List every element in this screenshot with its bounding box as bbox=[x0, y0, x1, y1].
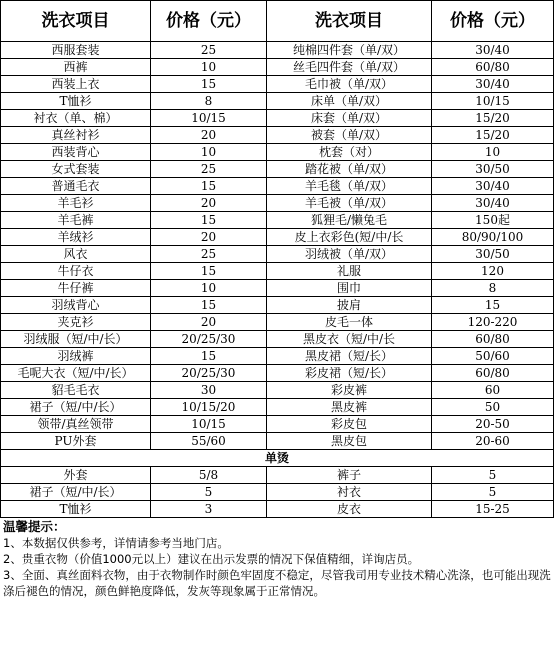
cell-price-right: 30/40 bbox=[432, 178, 554, 195]
header-price-left: 价格（元） bbox=[151, 1, 267, 42]
ironing-row bbox=[1, 484, 554, 501]
cell-price-right: 30/40 bbox=[432, 42, 554, 59]
cell-item-right: 裤子 bbox=[267, 467, 432, 484]
cell-item-right: 黑皮包 bbox=[267, 433, 432, 450]
table-row bbox=[1, 76, 554, 93]
cell-item-right: 彩皮裤 bbox=[267, 382, 432, 399]
cell-item-right: 礼服 bbox=[267, 263, 432, 280]
cell-item-right: 床套（单/双） bbox=[267, 110, 432, 127]
cell-item-right: 枕套（对） bbox=[267, 144, 432, 161]
cell-item-right: 狐狸毛/懒兔毛 bbox=[267, 212, 432, 229]
cell-item-right: 衬衣 bbox=[267, 484, 432, 501]
cell-price-left: 8 bbox=[151, 93, 267, 110]
cell-item-left: 外套 bbox=[1, 467, 151, 484]
cell-price-left: 10 bbox=[151, 59, 267, 76]
cell-item-left: PU外套 bbox=[1, 433, 151, 450]
cell-price-left: 20/25/30 bbox=[151, 365, 267, 382]
section-row bbox=[1, 450, 554, 467]
note-line: 1、本数据仅供参考，详情请参考当地门店。 bbox=[3, 536, 229, 550]
table-row bbox=[1, 416, 554, 433]
header-row bbox=[1, 1, 554, 42]
cell-price-left: 15 bbox=[151, 348, 267, 365]
cell-item-right: 丝毛四件套（单/双） bbox=[267, 59, 432, 76]
cell-price-left: 55/60 bbox=[151, 433, 267, 450]
cell-price-left: 10/15 bbox=[151, 416, 267, 433]
cell-price-left: 10/15/20 bbox=[151, 399, 267, 416]
table-row bbox=[1, 127, 554, 144]
cell-item-right: 羊毛毯（单/双） bbox=[267, 178, 432, 195]
cell-price-right: 20-50 bbox=[432, 416, 554, 433]
cell-item-left: 女式套装 bbox=[1, 161, 151, 178]
cell-item-left: 牛仔裤 bbox=[1, 280, 151, 297]
cell-price-right: 120 bbox=[432, 263, 554, 280]
table-row bbox=[1, 110, 554, 127]
cell-item-left: 羽绒服（短/中/长） bbox=[1, 331, 151, 348]
cell-price-right: 5 bbox=[432, 484, 554, 501]
cell-item-right: 羽绒被（单/双） bbox=[267, 246, 432, 263]
cell-price-left: 15 bbox=[151, 212, 267, 229]
cell-item-right: 床单（单/双） bbox=[267, 93, 432, 110]
cell-item-right: 黑皮衣（短/中/长 bbox=[267, 331, 432, 348]
cell-price-right: 50 bbox=[432, 399, 554, 416]
table-row bbox=[1, 280, 554, 297]
table-row bbox=[1, 93, 554, 110]
cell-item-left: 真丝衬衫 bbox=[1, 127, 151, 144]
cell-item-left: 牛仔衣 bbox=[1, 263, 151, 280]
cell-price-right: 60 bbox=[432, 382, 554, 399]
cell-price-right: 10/15 bbox=[432, 93, 554, 110]
cell-price-left: 20 bbox=[151, 314, 267, 331]
cell-item-left: 裙子（短/中/长） bbox=[1, 484, 151, 501]
cell-price-right: 10 bbox=[432, 144, 554, 161]
cell-item-left: 羽绒背心 bbox=[1, 297, 151, 314]
table-row bbox=[1, 382, 554, 399]
cell-price-left: 5/8 bbox=[151, 467, 267, 484]
cell-item-left: T恤衫 bbox=[1, 501, 151, 518]
cell-item-left: 西装上衣 bbox=[1, 76, 151, 93]
cell-item-right: 披肩 bbox=[267, 297, 432, 314]
cell-price-left: 10 bbox=[151, 144, 267, 161]
cell-price-left: 10 bbox=[151, 280, 267, 297]
cell-price-left: 20 bbox=[151, 195, 267, 212]
table-row bbox=[1, 433, 554, 450]
price-table-body bbox=[1, 1, 554, 518]
table-row bbox=[1, 59, 554, 76]
cell-price-right: 20-60 bbox=[432, 433, 554, 450]
table-row bbox=[1, 246, 554, 263]
cell-item-right: 皮上衣彩色(短/中/长 bbox=[267, 229, 432, 246]
cell-price-left: 10/15 bbox=[151, 110, 267, 127]
table-row bbox=[1, 348, 554, 365]
ironing-row bbox=[1, 467, 554, 484]
cell-item-right: 被套（单/双） bbox=[267, 127, 432, 144]
ironing-row bbox=[1, 501, 554, 518]
cell-price-right: 5 bbox=[432, 467, 554, 484]
table-row bbox=[1, 161, 554, 178]
cell-price-left: 20 bbox=[151, 229, 267, 246]
header-item-left: 洗衣项目 bbox=[1, 1, 151, 42]
cell-price-left: 20/25/30 bbox=[151, 331, 267, 348]
cell-price-left: 30 bbox=[151, 382, 267, 399]
cell-item-left: 普通毛衣 bbox=[1, 178, 151, 195]
table-row bbox=[1, 42, 554, 59]
notes-title: 温馨提示： bbox=[3, 519, 66, 534]
cell-item-left: 羊毛裤 bbox=[1, 212, 151, 229]
cell-item-left: 裙子（短/中/长） bbox=[1, 399, 151, 416]
cell-item-right: 羊毛被（单/双） bbox=[267, 195, 432, 212]
cell-item-left: 羊毛衫 bbox=[1, 195, 151, 212]
cell-price-left: 15 bbox=[151, 263, 267, 280]
table-row bbox=[1, 144, 554, 161]
cell-price-left: 15 bbox=[151, 297, 267, 314]
cell-item-left: 西装背心 bbox=[1, 144, 151, 161]
cell-item-right: 黑皮裤 bbox=[267, 399, 432, 416]
table-row bbox=[1, 399, 554, 416]
cell-item-left: T恤衫 bbox=[1, 93, 151, 110]
cell-price-right: 60/80 bbox=[432, 365, 554, 382]
cell-price-left: 25 bbox=[151, 42, 267, 59]
cell-item-right: 踏花被（单/双） bbox=[267, 161, 432, 178]
cell-item-left: 领带/真丝领带 bbox=[1, 416, 151, 433]
table-row bbox=[1, 178, 554, 195]
header-item-right: 洗衣项目 bbox=[267, 1, 432, 42]
table-row bbox=[1, 195, 554, 212]
cell-price-right: 15-25 bbox=[432, 501, 554, 518]
cell-item-left: 西服套装 bbox=[1, 42, 151, 59]
cell-item-left: 毛呢大衣（短/中/长） bbox=[1, 365, 151, 382]
cell-price-left: 15 bbox=[151, 178, 267, 195]
cell-item-left: 羽绒裤 bbox=[1, 348, 151, 365]
cell-price-right: 60/80 bbox=[432, 331, 554, 348]
cell-price-left: 20 bbox=[151, 127, 267, 144]
cell-item-right: 毛巾被（单/双） bbox=[267, 76, 432, 93]
cell-price-right: 60/80 bbox=[432, 59, 554, 76]
cell-price-right: 150起 bbox=[432, 212, 554, 229]
cell-item-left: 衬衣（单、棉） bbox=[1, 110, 151, 127]
cell-item-right: 皮毛一体 bbox=[267, 314, 432, 331]
note-line: 3、全面、真丝面料衣物，由于衣物制作时颜色牢固度不稳定，尽管我司用专业技术精心洗涤，也可能出现洗涤后褪色的情况，颜色鲜艳度降低，发灰等现象属于正常情况。 bbox=[3, 568, 551, 598]
cell-item-right: 围巾 bbox=[267, 280, 432, 297]
table-row bbox=[1, 263, 554, 280]
cell-item-right: 彩皮裙（短/长） bbox=[267, 365, 432, 382]
cell-item-left: 貂毛毛衣 bbox=[1, 382, 151, 399]
cell-item-left: 风衣 bbox=[1, 246, 151, 263]
cell-price-right: 50/60 bbox=[432, 348, 554, 365]
cell-price-left: 25 bbox=[151, 246, 267, 263]
cell-item-right: 黑皮裙（短/长） bbox=[267, 348, 432, 365]
cell-price-left: 15 bbox=[151, 76, 267, 93]
cell-price-right: 15 bbox=[432, 297, 554, 314]
cell-price-left: 3 bbox=[151, 501, 267, 518]
cell-price-right: 120-220 bbox=[432, 314, 554, 331]
cell-price-left: 25 bbox=[151, 161, 267, 178]
table-row bbox=[1, 331, 554, 348]
cell-price-right: 30/40 bbox=[432, 195, 554, 212]
cell-item-right: 彩皮包 bbox=[267, 416, 432, 433]
cell-item-left: 西裤 bbox=[1, 59, 151, 76]
cell-price-right: 15/20 bbox=[432, 127, 554, 144]
cell-price-left: 5 bbox=[151, 484, 267, 501]
table-row bbox=[1, 314, 554, 331]
table-row bbox=[1, 212, 554, 229]
cell-price-right: 30/50 bbox=[432, 246, 554, 263]
cell-price-right: 30/50 bbox=[432, 161, 554, 178]
cell-price-right: 30/40 bbox=[432, 76, 554, 93]
table-row bbox=[1, 229, 554, 246]
cell-item-right: 纯棉四件套（单/双） bbox=[267, 42, 432, 59]
note-line: 2、贵重衣物（价值1000元以上）建议在出示发票的情况下保值精细，详询店员。 bbox=[3, 552, 420, 566]
cell-item-left: 夹克衫 bbox=[1, 314, 151, 331]
cell-price-right: 80/90/100 bbox=[432, 229, 554, 246]
cell-item-right: 皮衣 bbox=[267, 501, 432, 518]
cell-price-right: 8 bbox=[432, 280, 554, 297]
header-price-right: 价格（元） bbox=[432, 1, 554, 42]
table-row bbox=[1, 297, 554, 314]
cell-item-left: 羊绒衫 bbox=[1, 229, 151, 246]
cell-price-right: 15/20 bbox=[432, 110, 554, 127]
section-title: 单烫 bbox=[1, 450, 554, 467]
table-row bbox=[1, 365, 554, 382]
notes-section bbox=[0, 518, 553, 599]
